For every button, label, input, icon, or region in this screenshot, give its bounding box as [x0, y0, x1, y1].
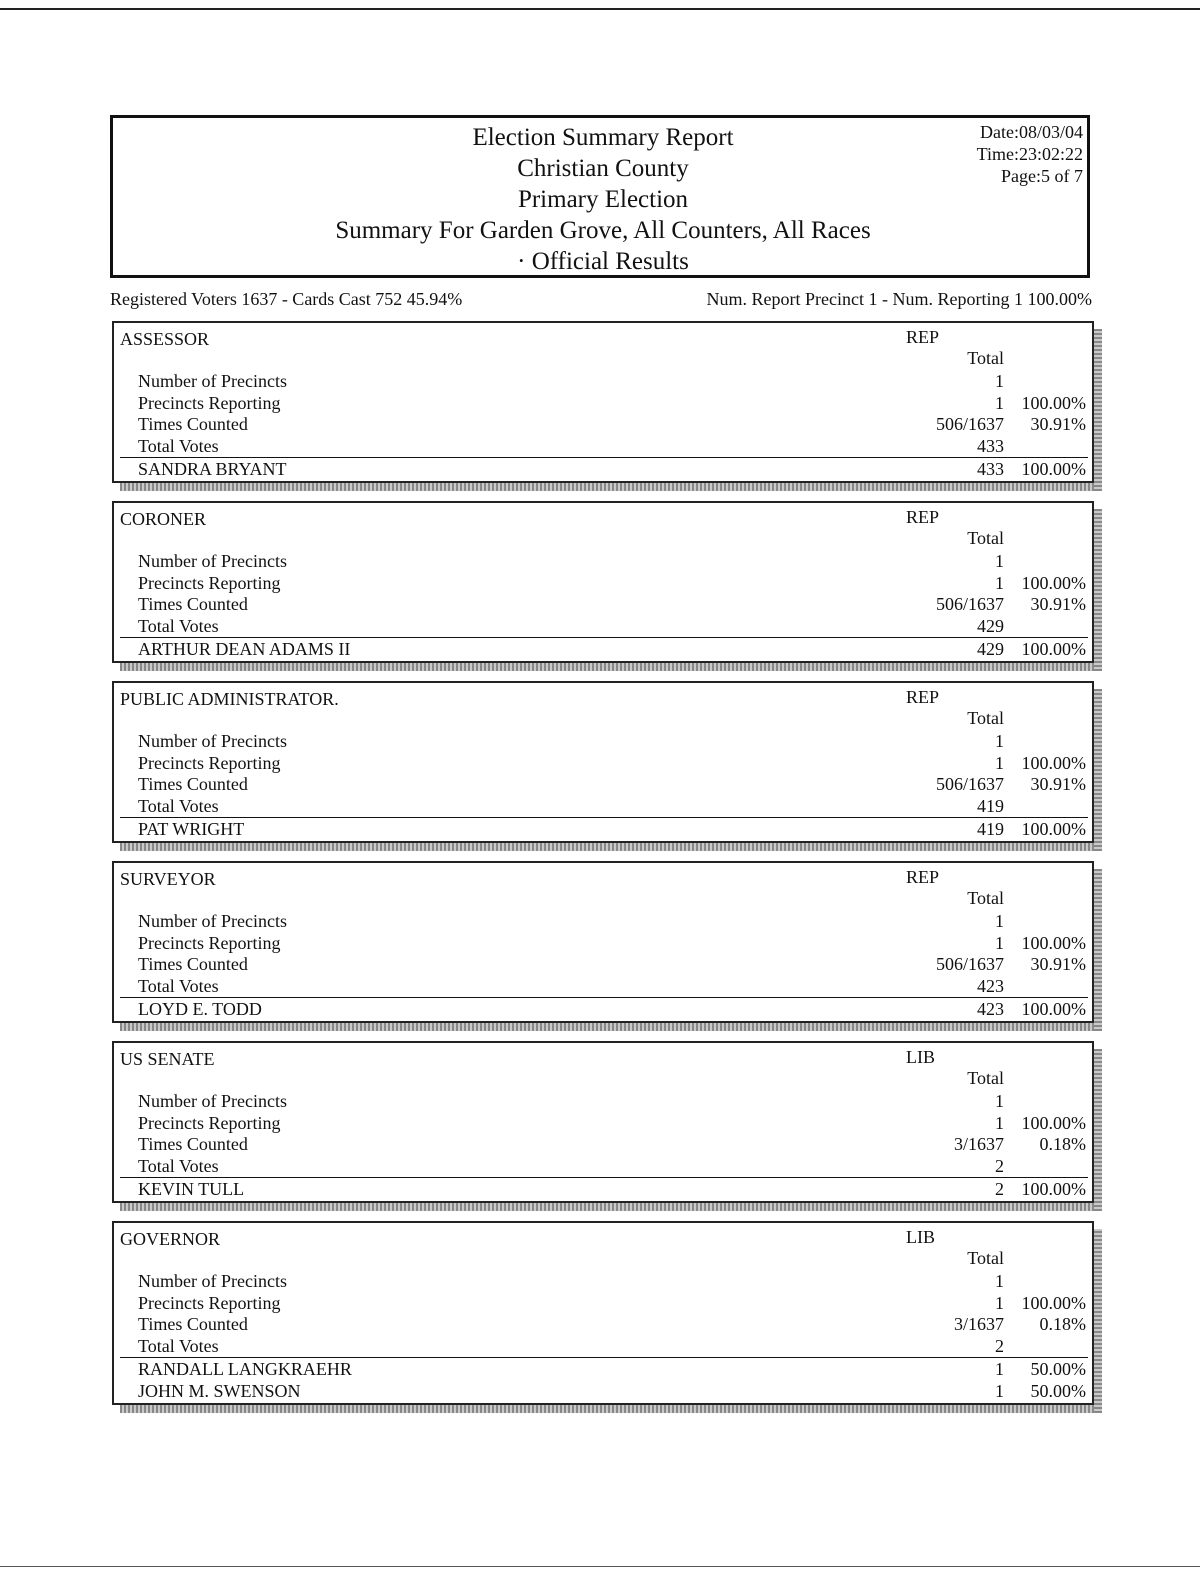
candidate-percent: 100.00%: [1021, 819, 1086, 839]
row-value: 506/1637: [935, 414, 1004, 434]
row-value: 1: [995, 1113, 1004, 1133]
times-counted-row: [114, 953, 1092, 975]
race-box: [112, 1041, 1094, 1203]
row-value: 1: [995, 933, 1004, 953]
candidate-percent: 50.00%: [1030, 1381, 1086, 1401]
party-label: REP: [906, 327, 940, 347]
candidate-name: LOYD E. TODD: [138, 999, 262, 1019]
times-counted-row: [114, 1313, 1092, 1335]
row-label: Times Counted: [138, 594, 248, 614]
row-value: 1: [995, 753, 1004, 773]
race-title: PUBLIC ADMINISTRATOR.: [120, 689, 339, 709]
row-label: Times Counted: [138, 1134, 248, 1154]
precincts-reporting-row: [114, 752, 1092, 774]
total-header: Total: [967, 708, 1004, 728]
precincts-reporting-row: [114, 392, 1092, 414]
candidate-row: [114, 998, 1092, 1020]
report-page: Page:5 of 7: [1001, 166, 1083, 186]
candidate-name: JOHN M. SWENSON: [138, 1381, 301, 1401]
race-title: US SENATE: [120, 1049, 215, 1069]
row-percent: 30.91%: [1030, 594, 1086, 614]
row-label: Number of Precincts: [138, 551, 287, 571]
county-name: Christian County: [517, 155, 689, 182]
race-title: CORONER: [120, 509, 207, 529]
row-label: Total Votes: [138, 436, 219, 456]
row-value: 506/1637: [935, 954, 1004, 974]
party-label: LIB: [906, 1047, 935, 1067]
candidate-percent: 100.00%: [1021, 1179, 1086, 1199]
number-of-precincts-row: [114, 550, 1092, 572]
row-value: 1: [995, 551, 1004, 571]
row-value: 1: [995, 911, 1004, 931]
candidate-row: [114, 1380, 1092, 1402]
row-value: 1: [995, 371, 1004, 391]
total-header: Total: [967, 348, 1004, 368]
precincts-reporting-row: [114, 1292, 1092, 1314]
race-box: [112, 501, 1094, 663]
row-label: Precincts Reporting: [138, 573, 281, 593]
row-value: 419: [977, 796, 1004, 816]
row-label: Total Votes: [138, 1336, 219, 1356]
total-votes-row: [114, 615, 1092, 637]
candidate-name: PAT WRIGHT: [138, 819, 245, 839]
row-label: Number of Precincts: [138, 1271, 287, 1291]
number-of-precincts-row: [114, 1270, 1092, 1292]
row-label: Total Votes: [138, 1156, 219, 1176]
row-value: 1: [995, 1293, 1004, 1313]
official-results: · Official Results: [517, 248, 689, 275]
candidate-name: KEVIN TULL: [138, 1179, 245, 1199]
row-label: Total Votes: [138, 976, 219, 996]
row-value: 3/1637: [953, 1134, 1004, 1154]
number-of-precincts-row: [114, 730, 1092, 752]
row-label: Precincts Reporting: [138, 393, 281, 413]
row-value: 1: [995, 1271, 1004, 1291]
row-label: Times Counted: [138, 954, 248, 974]
row-value: 429: [977, 616, 1004, 636]
candidate-votes: 1: [995, 1359, 1004, 1379]
row-value: 423: [977, 976, 1004, 996]
row-percent: 100.00%: [1021, 933, 1086, 953]
candidate-percent: 50.00%: [1030, 1359, 1086, 1379]
total-votes-row: [114, 1155, 1092, 1177]
summary-scope: Summary For Garden Grove, All Counters, All Races: [335, 217, 871, 244]
candidate-votes: 433: [977, 459, 1004, 479]
total-header: Total: [967, 528, 1004, 548]
party-label: LIB: [906, 1227, 935, 1247]
race-box: [112, 681, 1094, 843]
row-label: Precincts Reporting: [138, 753, 281, 773]
row-label: Precincts Reporting: [138, 1113, 281, 1133]
times-counted-row: [114, 773, 1092, 795]
row-percent: 0.18%: [1039, 1134, 1086, 1154]
row-label: Times Counted: [138, 414, 248, 434]
race-title: GOVERNOR: [120, 1229, 221, 1249]
race-box: [112, 861, 1094, 1023]
row-percent: 100.00%: [1021, 1293, 1086, 1313]
row-label: Number of Precincts: [138, 731, 287, 751]
row-percent: 100.00%: [1021, 573, 1086, 593]
row-value: 433: [977, 436, 1004, 456]
scan-bottom-line: [0, 1566, 1200, 1567]
candidate-percent: 100.00%: [1021, 459, 1086, 479]
scan-top-line: [0, 8, 1200, 10]
row-value: 2: [995, 1336, 1004, 1356]
total-header: Total: [967, 1068, 1004, 1088]
candidate-percent: 100.00%: [1021, 999, 1086, 1019]
row-label: Times Counted: [138, 774, 248, 794]
row-label: Precincts Reporting: [138, 933, 281, 953]
report-header: [110, 115, 1090, 278]
candidate-votes: 2: [995, 1179, 1004, 1199]
candidate-name: SANDRA BRYANT: [138, 459, 287, 479]
row-label: Total Votes: [138, 616, 219, 636]
precincts-reporting-row: [114, 572, 1092, 594]
precinct-reporting-summary: Num. Report Precinct 1 - Num. Reporting 1 100.00%: [706, 289, 1092, 309]
row-value: 1: [995, 393, 1004, 413]
row-percent: 0.18%: [1039, 1314, 1086, 1334]
total-votes-row: [114, 435, 1092, 457]
party-label: REP: [906, 687, 940, 707]
candidate-row: [114, 818, 1092, 840]
row-value: 1: [995, 1091, 1004, 1111]
precincts-reporting-row: [114, 1112, 1092, 1134]
election-name: Primary Election: [517, 186, 689, 213]
total-votes-row: [114, 795, 1092, 817]
race-box: [112, 321, 1094, 483]
precincts-reporting-row: [114, 932, 1092, 954]
candidate-row: [114, 1358, 1092, 1380]
row-label: Number of Precincts: [138, 1091, 287, 1111]
total-header: Total: [967, 888, 1004, 908]
total-votes-row: [114, 1335, 1092, 1357]
row-value: 1: [995, 731, 1004, 751]
race-title: ASSESSOR: [120, 329, 210, 349]
candidate-row: [114, 638, 1092, 660]
times-counted-row: [114, 593, 1092, 615]
report-title: Election Summary Report: [472, 124, 734, 151]
candidate-votes: 419: [977, 819, 1004, 839]
row-percent: 100.00%: [1021, 1113, 1086, 1133]
times-counted-row: [114, 1133, 1092, 1155]
number-of-precincts-row: [114, 910, 1092, 932]
report-date: Date:08/03/04: [980, 122, 1083, 142]
candidate-votes: 429: [977, 639, 1004, 659]
candidate-name: ARTHUR DEAN ADAMS II: [138, 639, 351, 659]
race-box: [112, 1221, 1094, 1405]
row-value: 2: [995, 1156, 1004, 1176]
registered-voters-summary: Registered Voters 1637 - Cards Cast 752 45.94%: [110, 289, 463, 309]
report-time: Time:23:02:22: [976, 144, 1083, 164]
row-label: Number of Precincts: [138, 371, 287, 391]
row-label: Total Votes: [138, 796, 219, 816]
number-of-precincts-row: [114, 1090, 1092, 1112]
candidate-row: [114, 1178, 1092, 1200]
total-header: Total: [967, 1248, 1004, 1268]
row-label: Number of Precincts: [138, 911, 287, 931]
number-of-precincts-row: [114, 370, 1092, 392]
party-label: REP: [906, 507, 940, 527]
row-value: 3/1637: [953, 1314, 1004, 1334]
candidate-votes: 423: [977, 999, 1004, 1019]
row-value: 506/1637: [935, 594, 1004, 614]
row-value: 1: [995, 573, 1004, 593]
row-label: Times Counted: [138, 1314, 248, 1334]
candidate-name: RANDALL LANGKRAEHR: [138, 1359, 352, 1379]
candidate-votes: 1: [995, 1381, 1004, 1401]
row-value: 506/1637: [935, 774, 1004, 794]
row-percent: 100.00%: [1021, 753, 1086, 773]
race-title: SURVEYOR: [120, 869, 216, 889]
row-percent: 30.91%: [1030, 414, 1086, 434]
times-counted-row: [114, 413, 1092, 435]
row-label: Precincts Reporting: [138, 1293, 281, 1313]
row-percent: 30.91%: [1030, 954, 1086, 974]
candidate-row: [114, 458, 1092, 480]
total-votes-row: [114, 975, 1092, 997]
row-percent: 100.00%: [1021, 393, 1086, 413]
candidate-percent: 100.00%: [1021, 639, 1086, 659]
row-percent: 30.91%: [1030, 774, 1086, 794]
party-label: REP: [906, 867, 940, 887]
